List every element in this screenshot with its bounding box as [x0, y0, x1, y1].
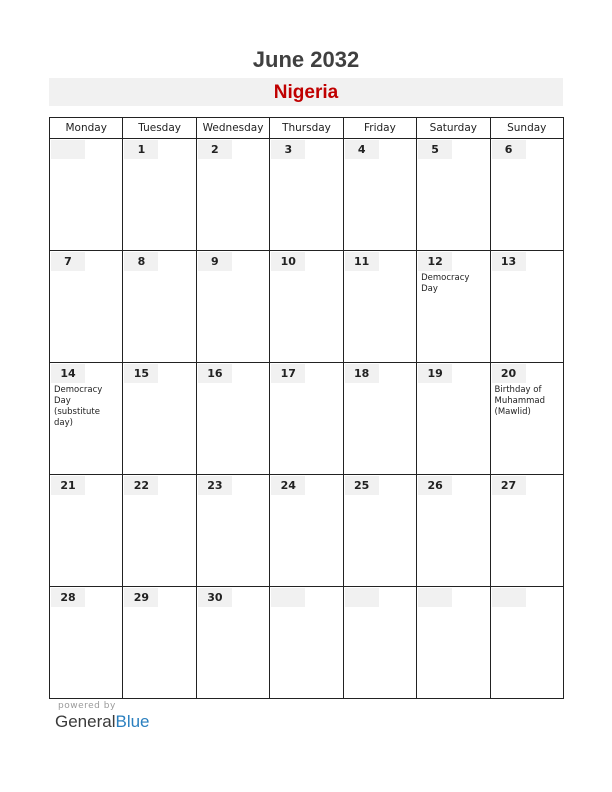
day-cell	[270, 475, 343, 587]
day-cell	[343, 475, 416, 587]
day-number: 1	[124, 140, 158, 159]
day-number: 27	[492, 476, 526, 495]
day-cell	[123, 587, 196, 699]
day-number: 4	[345, 140, 379, 159]
day-number: 22	[124, 476, 158, 495]
day-number: 25	[345, 476, 379, 495]
day-number: 28	[51, 588, 85, 607]
day-number	[345, 588, 379, 607]
day-cell	[417, 139, 490, 251]
day-number: 6	[492, 140, 526, 159]
day-number: 15	[124, 364, 158, 383]
day-cell	[50, 475, 123, 587]
week-row	[50, 139, 564, 251]
day-number: 2	[198, 140, 232, 159]
day-number: 19	[418, 364, 452, 383]
day-number: 17	[271, 364, 305, 383]
day-number: 8	[124, 252, 158, 271]
calendar-grid	[49, 117, 564, 699]
holiday-event: Democracy Day (substitute day)	[54, 385, 103, 428]
day-number: 20	[492, 364, 526, 383]
day-cell	[270, 587, 343, 699]
calendar-title: June 2032	[252, 47, 360, 72]
day-cell	[417, 587, 490, 699]
brand-blue-text: Blue	[115, 712, 150, 731]
brand-general-text: General	[55, 712, 116, 731]
day-cell	[490, 587, 563, 699]
day-cell	[490, 363, 563, 475]
day-number: 29	[124, 588, 158, 607]
day-number: 30	[198, 588, 232, 607]
day-cell	[196, 475, 269, 587]
day-number: 3	[271, 140, 305, 159]
day-cell	[417, 251, 490, 363]
day-cell	[490, 475, 563, 587]
day-number	[418, 588, 452, 607]
day-cell	[123, 363, 196, 475]
day-number: 9	[198, 252, 232, 271]
week-row	[50, 475, 564, 587]
day-cell	[123, 475, 196, 587]
day-number: 16	[198, 364, 232, 383]
day-number: 13	[492, 252, 526, 271]
week-row	[50, 363, 564, 475]
day-cell	[343, 363, 416, 475]
week-row	[50, 587, 564, 699]
holiday-event: Democracy Day	[421, 273, 470, 294]
day-number: 14	[51, 364, 85, 383]
day-cell	[50, 139, 123, 251]
day-number	[51, 140, 85, 159]
generalblue-logo[interactable]	[55, 712, 150, 732]
day-cell	[196, 587, 269, 699]
weekday-header: Tuesday	[123, 118, 196, 139]
day-number: 7	[51, 252, 85, 271]
weekday-header: Saturday	[417, 118, 490, 139]
day-cell	[196, 251, 269, 363]
day-number: 26	[418, 476, 452, 495]
powered-by-label: powered by	[58, 701, 116, 711]
day-cell	[123, 251, 196, 363]
day-number: 18	[345, 364, 379, 383]
day-number: 24	[271, 476, 305, 495]
day-number	[492, 588, 526, 607]
holiday-event: Birthday of Muhammad (Mawlid)	[494, 385, 546, 417]
weekday-header: Monday	[50, 118, 123, 139]
day-cell	[50, 251, 123, 363]
day-cell	[343, 587, 416, 699]
weekday-header: Friday	[343, 118, 416, 139]
day-cell	[490, 251, 563, 363]
day-number: 21	[51, 476, 85, 495]
day-cell	[50, 363, 123, 475]
day-cell	[50, 587, 123, 699]
weekday-header: Wednesday	[196, 118, 269, 139]
day-number: 5	[418, 140, 452, 159]
day-number: 11	[345, 252, 379, 271]
day-cell	[343, 139, 416, 251]
day-cell	[196, 139, 269, 251]
day-cell	[196, 363, 269, 475]
country-name: Nigeria	[273, 82, 339, 103]
day-number: 10	[271, 252, 305, 271]
day-cell	[343, 251, 416, 363]
country-banner	[49, 78, 563, 106]
day-cell	[270, 363, 343, 475]
weekday-header-row	[50, 118, 564, 139]
day-number: 12	[418, 252, 452, 271]
day-cell	[270, 139, 343, 251]
day-cell	[417, 475, 490, 587]
day-number: 23	[198, 476, 232, 495]
week-row	[50, 251, 564, 363]
day-cell	[417, 363, 490, 475]
weekday-header: Thursday	[270, 118, 343, 139]
day-cell	[123, 139, 196, 251]
weekday-header: Sunday	[490, 118, 563, 139]
day-number	[271, 588, 305, 607]
day-cell	[270, 251, 343, 363]
day-cell	[490, 139, 563, 251]
